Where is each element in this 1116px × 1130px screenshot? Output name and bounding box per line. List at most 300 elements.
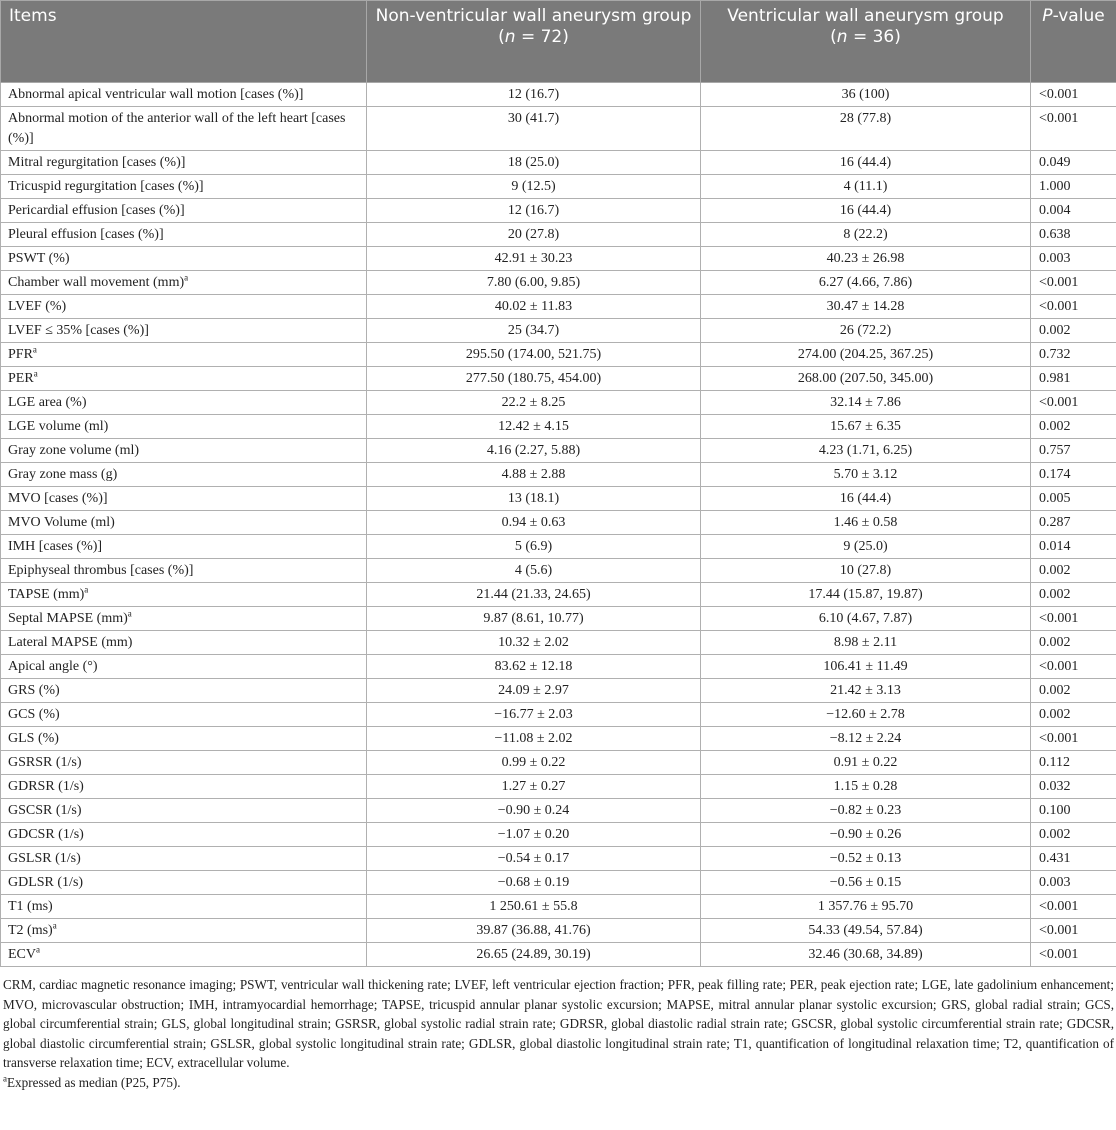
non-aneurysm-value	[367, 295, 701, 319]
p-value	[1031, 775, 1116, 799]
aneurysm-value	[701, 775, 1031, 799]
item-cell-text: Abnormal motion of the anterior wall of the left heart [cases (%)]	[8, 111, 346, 146]
non-aneurysm-value	[367, 107, 701, 151]
aneurysm-value-text: 54.33 (49.54, 57.84)	[808, 923, 923, 938]
table-row	[1, 151, 1116, 175]
non-aneurysm-value-text: −0.68 ± 0.19	[497, 875, 570, 890]
header-aneurysm-group	[701, 1, 1031, 83]
group2-name: Ventricular wall aneurysm group	[727, 6, 1004, 26]
non-aneurysm-value	[367, 703, 701, 727]
item-cell-text: TAPSE (mm)	[8, 587, 85, 602]
p-value	[1031, 655, 1116, 679]
table-row	[1, 919, 1116, 943]
non-aneurysm-value-text: 295.50 (174.00, 521.75)	[465, 347, 602, 362]
aneurysm-value-text: −8.12 ± 2.24	[829, 731, 902, 746]
non-aneurysm-value	[367, 943, 701, 967]
p-value	[1031, 679, 1116, 703]
non-aneurysm-value	[367, 391, 701, 415]
p-value	[1031, 703, 1116, 727]
p-value-text: 1.000	[1039, 179, 1071, 194]
p-value	[1031, 367, 1116, 391]
item-cell	[1, 439, 367, 463]
item-cell	[1, 943, 367, 967]
header-p-value	[1031, 1, 1116, 83]
non-aneurysm-value-text: 5 (6.9)	[514, 539, 553, 554]
group2-n-rest: = 36)	[847, 27, 901, 47]
item-cell	[1, 391, 367, 415]
item-cell-text: Gray zone mass (g)	[8, 467, 118, 482]
footnote-marker: a	[52, 920, 57, 931]
aneurysm-value-text: 8 (22.2)	[843, 227, 888, 242]
aneurysm-value-text: 30.47 ± 14.28	[826, 299, 905, 314]
table-row	[1, 487, 1116, 511]
non-aneurysm-value	[367, 439, 701, 463]
aneurysm-value-text: 6.10 (4.67, 7.87)	[818, 611, 913, 626]
p-value-text: <0.001	[1039, 275, 1079, 290]
non-aneurysm-value-text: 39.87 (36.88, 41.76)	[476, 923, 591, 938]
p-value	[1031, 919, 1116, 943]
table-row	[1, 631, 1116, 655]
table-row	[1, 199, 1116, 223]
table-row	[1, 463, 1116, 487]
item-cell-text: IMH [cases (%)]	[8, 539, 103, 554]
aneurysm-value	[701, 583, 1031, 607]
aneurysm-value-text: 9 (25.0)	[843, 539, 888, 554]
p-value	[1031, 319, 1116, 343]
aneurysm-value	[701, 679, 1031, 703]
aneurysm-value	[701, 247, 1031, 271]
p-value-text: <0.001	[1039, 111, 1079, 126]
aneurysm-value	[701, 655, 1031, 679]
item-cell-text: LVEF ≤ 35% [cases (%)]	[8, 323, 149, 338]
item-cell	[1, 895, 367, 919]
table-row	[1, 823, 1116, 847]
aneurysm-value-text: 1.15 ± 0.28	[833, 779, 898, 794]
p-value-text: <0.001	[1039, 731, 1079, 746]
aneurysm-value-text: 16 (44.4)	[839, 491, 892, 506]
table-row	[1, 535, 1116, 559]
aneurysm-value-text: 32.46 (30.68, 34.89)	[808, 947, 923, 962]
p-value-text: 0.002	[1039, 827, 1071, 842]
item-cell	[1, 271, 367, 295]
item-cell-text: Lateral MAPSE (mm)	[8, 635, 133, 650]
note-text: Expressed as median (P25, P75).	[7, 1074, 181, 1090]
group1-n-var: n	[504, 27, 516, 47]
non-aneurysm-value-text: −1.07 ± 0.20	[497, 827, 570, 842]
item-cell	[1, 367, 367, 391]
aneurysm-value-text: 106.41 ± 11.49	[823, 659, 908, 674]
p-value-text: 0.431	[1039, 851, 1071, 866]
aneurysm-value-text: 16 (44.4)	[839, 155, 892, 170]
header-non-aneurysm-group	[367, 1, 701, 83]
non-aneurysm-value-text: −0.90 ± 0.24	[497, 803, 570, 818]
p-value	[1031, 439, 1116, 463]
item-cell	[1, 655, 367, 679]
item-cell-text: GRS (%)	[8, 683, 60, 698]
group2-n-prefix: (	[830, 27, 837, 47]
p-value	[1031, 751, 1116, 775]
item-cell-text: GLS (%)	[8, 731, 59, 746]
footnote-marker: a	[36, 944, 40, 955]
non-aneurysm-value	[367, 511, 701, 535]
item-cell	[1, 919, 367, 943]
p-value-text: <0.001	[1039, 395, 1079, 410]
p-value-text: <0.001	[1039, 899, 1079, 914]
aneurysm-value	[701, 919, 1031, 943]
non-aneurysm-value-text: −11.08 ± 2.02	[494, 731, 573, 746]
footnote-marker: a	[84, 584, 89, 595]
aneurysm-value	[701, 799, 1031, 823]
item-cell	[1, 535, 367, 559]
aneurysm-value	[701, 463, 1031, 487]
item-cell-text: PER	[8, 371, 34, 386]
p-value	[1031, 823, 1116, 847]
non-aneurysm-value	[367, 151, 701, 175]
non-aneurysm-value-text: 277.50 (180.75, 454.00)	[465, 371, 602, 386]
table-row	[1, 83, 1116, 107]
aneurysm-value	[701, 391, 1031, 415]
item-cell-text: Chamber wall movement (mm)	[8, 275, 185, 290]
group1-n-rest: = 72)	[515, 27, 569, 47]
aneurysm-value	[701, 823, 1031, 847]
non-aneurysm-value	[367, 319, 701, 343]
aneurysm-value-text: −12.60 ± 2.78	[826, 707, 905, 722]
aneurysm-value-text: 8.98 ± 2.11	[833, 635, 898, 650]
aneurysm-value-text: −0.82 ± 0.23	[829, 803, 902, 818]
item-cell-text: Apical angle (°)	[8, 659, 98, 674]
table-footnotes	[0, 967, 1116, 1093]
non-aneurysm-value-text: 83.62 ± 12.18	[494, 659, 573, 674]
non-aneurysm-value	[367, 247, 701, 271]
table-row	[1, 439, 1116, 463]
table-row	[1, 415, 1116, 439]
non-aneurysm-value-text: 26.65 (24.89, 30.19)	[476, 947, 591, 962]
p-value	[1031, 247, 1116, 271]
table-row	[1, 391, 1116, 415]
table-row	[1, 343, 1116, 367]
p-value	[1031, 295, 1116, 319]
aneurysm-value-text: 274.00 (204.25, 367.25)	[797, 347, 934, 362]
aneurysm-value-text: 4.23 (1.71, 6.25)	[818, 443, 913, 458]
non-aneurysm-value-text: −0.54 ± 0.17	[497, 851, 570, 866]
item-cell-text: GCS (%)	[8, 707, 60, 722]
table-row	[1, 107, 1116, 151]
aneurysm-value	[701, 535, 1031, 559]
aneurysm-value-text: 4 (11.1)	[843, 179, 888, 194]
non-aneurysm-value	[367, 175, 701, 199]
item-cell	[1, 487, 367, 511]
aneurysm-value	[701, 319, 1031, 343]
p-value-text: 0.002	[1039, 683, 1071, 698]
table-row	[1, 511, 1116, 535]
aneurysm-value-text: 26 (72.2)	[839, 323, 892, 338]
p-value-text: <0.001	[1039, 299, 1079, 314]
non-aneurysm-value-text: 42.91 ± 30.23	[494, 251, 573, 266]
group2-n-var: n	[836, 27, 848, 47]
non-aneurysm-value-text: 10.32 ± 2.02	[498, 635, 569, 650]
aneurysm-value	[701, 727, 1031, 751]
aneurysm-value	[701, 487, 1031, 511]
p-value	[1031, 151, 1116, 175]
aneurysm-value-text: 17.44 (15.87, 19.87)	[808, 587, 923, 602]
non-aneurysm-value-text: 22.2 ± 8.25	[501, 395, 566, 410]
non-aneurysm-value-text: 30 (41.7)	[507, 111, 560, 126]
item-cell-text: GSRSR (1/s)	[8, 755, 82, 770]
item-cell	[1, 295, 367, 319]
aneurysm-value-text: 5.70 ± 3.12	[833, 467, 898, 482]
aneurysm-value	[701, 631, 1031, 655]
table-row	[1, 559, 1116, 583]
item-cell	[1, 679, 367, 703]
p-value	[1031, 511, 1116, 535]
item-cell	[1, 631, 367, 655]
item-cell	[1, 463, 367, 487]
non-aneurysm-value-text: 12 (16.7)	[507, 87, 560, 102]
item-cell-text: Pleural effusion [cases (%)]	[8, 227, 164, 242]
item-cell-text: T2 (ms)	[8, 923, 53, 938]
aneurysm-value-text: 0.91 ± 0.22	[833, 755, 898, 770]
aneurysm-value-text: 268.00 (207.50, 345.00)	[797, 371, 934, 386]
non-aneurysm-value-text: 18 (25.0)	[507, 155, 560, 170]
p-rest: -value	[1052, 6, 1105, 26]
item-cell-text: PFR	[8, 347, 33, 362]
p-value	[1031, 415, 1116, 439]
p-value	[1031, 847, 1116, 871]
table-row	[1, 583, 1116, 607]
p-value	[1031, 199, 1116, 223]
p-value	[1031, 799, 1116, 823]
p-value	[1031, 895, 1116, 919]
p-value	[1031, 343, 1116, 367]
table-row	[1, 295, 1116, 319]
non-aneurysm-value	[367, 847, 701, 871]
aneurysm-value	[701, 107, 1031, 151]
item-cell	[1, 823, 367, 847]
non-aneurysm-value-text: 9.87 (8.61, 10.77)	[483, 611, 584, 626]
item-cell-text: Abnormal apical ventricular wall motion [cases (%)]	[8, 87, 304, 102]
non-aneurysm-value-text: 1 250.61 ± 55.8	[489, 899, 578, 914]
note-marker: a	[3, 1073, 7, 1084]
aneurysm-value-text: 10 (27.8)	[839, 563, 892, 578]
item-cell	[1, 199, 367, 223]
p-value	[1031, 107, 1116, 151]
non-aneurysm-value-text: 40.02 ± 11.83	[494, 299, 573, 314]
table-row	[1, 319, 1116, 343]
non-aneurysm-value-text: 4.16 (2.27, 5.88)	[486, 443, 581, 458]
aneurysm-value	[701, 271, 1031, 295]
item-cell-text: Epiphyseal thrombus [cases (%)]	[8, 563, 194, 578]
p-value-text: 0.757	[1039, 443, 1071, 458]
item-cell-text: Mitral regurgitation [cases (%)]	[8, 155, 186, 170]
aneurysm-value	[701, 607, 1031, 631]
aneurysm-value-text: −0.56 ± 0.15	[829, 875, 902, 890]
aneurysm-value	[701, 559, 1031, 583]
aneurysm-value	[701, 151, 1031, 175]
item-cell	[1, 751, 367, 775]
p-value-text: 0.287	[1039, 515, 1071, 530]
p-value-text: 0.002	[1039, 419, 1071, 434]
aneurysm-value	[701, 415, 1031, 439]
p-var: P	[1042, 6, 1053, 26]
non-aneurysm-value	[367, 367, 701, 391]
non-aneurysm-value-text: 12.42 ± 4.15	[498, 419, 569, 434]
non-aneurysm-value	[367, 559, 701, 583]
aneurysm-value	[701, 343, 1031, 367]
aneurysm-value-text: −0.90 ± 0.26	[829, 827, 902, 842]
item-cell	[1, 247, 367, 271]
non-aneurysm-value	[367, 607, 701, 631]
item-cell	[1, 799, 367, 823]
p-value-text: 0.732	[1039, 347, 1071, 362]
group1-name: Non-ventricular wall aneurysm group	[375, 6, 692, 26]
item-cell-text: Pericardial effusion [cases (%)]	[8, 203, 185, 218]
aneurysm-value-text: 6.27 (4.66, 7.86)	[818, 275, 913, 290]
table-row	[1, 943, 1116, 967]
non-aneurysm-value-text: 4 (5.6)	[514, 563, 553, 578]
aneurysm-value	[701, 199, 1031, 223]
aneurysm-value	[701, 703, 1031, 727]
table-row	[1, 895, 1116, 919]
item-cell	[1, 415, 367, 439]
non-aneurysm-value-text: 21.44 (21.33, 24.65)	[476, 587, 591, 602]
p-value-text: 0.981	[1039, 371, 1071, 386]
table-row	[1, 799, 1116, 823]
p-value	[1031, 559, 1116, 583]
non-aneurysm-value-text: 7.80 (6.00, 9.85)	[486, 275, 581, 290]
table-row	[1, 727, 1116, 751]
item-cell	[1, 559, 367, 583]
non-aneurysm-value	[367, 679, 701, 703]
non-aneurysm-value-text: 0.94 ± 0.63	[501, 515, 566, 530]
item-cell	[1, 607, 367, 631]
table-row	[1, 223, 1116, 247]
non-aneurysm-value-text: 25 (34.7)	[507, 323, 560, 338]
item-cell-text: GDLSR (1/s)	[8, 875, 84, 890]
p-value-text: 0.049	[1039, 155, 1071, 170]
group1-n-prefix: (	[498, 27, 505, 47]
aneurysm-value-text: −0.52 ± 0.13	[829, 851, 902, 866]
item-cell	[1, 83, 367, 107]
non-aneurysm-value-text: 1.27 ± 0.27	[501, 779, 566, 794]
p-value	[1031, 535, 1116, 559]
p-value-text: 0.002	[1039, 707, 1071, 722]
p-value	[1031, 223, 1116, 247]
item-cell-text: ECV	[8, 947, 36, 962]
aneurysm-value-text: 28 (77.8)	[839, 111, 892, 126]
header-items: Items	[1, 1, 367, 83]
p-value-text: 0.002	[1039, 635, 1071, 650]
item-cell-text: T1 (ms)	[8, 899, 53, 914]
item-cell	[1, 703, 367, 727]
p-value-text: 0.003	[1039, 251, 1071, 266]
table-row	[1, 655, 1116, 679]
non-aneurysm-value	[367, 487, 701, 511]
item-cell	[1, 511, 367, 535]
item-cell-text: GSLSR (1/s)	[8, 851, 81, 866]
footnote-marker: a	[32, 344, 37, 355]
item-cell	[1, 847, 367, 871]
item-cell-text: Tricuspid regurgitation [cases (%)]	[8, 179, 204, 194]
item-cell	[1, 871, 367, 895]
item-cell-text: LVEF (%)	[8, 299, 67, 314]
p-value-text: 0.638	[1039, 227, 1071, 242]
aneurysm-value	[701, 83, 1031, 107]
p-value-text: 0.112	[1039, 755, 1070, 770]
item-cell	[1, 343, 367, 367]
p-value	[1031, 175, 1116, 199]
item-cell	[1, 775, 367, 799]
aneurysm-value-text: 1 357.76 ± 95.70	[817, 899, 914, 914]
aneurysm-value	[701, 439, 1031, 463]
footnote-marker: a	[184, 272, 189, 283]
non-aneurysm-value	[367, 223, 701, 247]
non-aneurysm-value	[367, 751, 701, 775]
p-value	[1031, 487, 1116, 511]
table-row	[1, 751, 1116, 775]
non-aneurysm-value-text: 0.99 ± 0.22	[501, 755, 566, 770]
non-aneurysm-value-text: 20 (27.8)	[507, 227, 560, 242]
non-aneurysm-value	[367, 895, 701, 919]
item-cell	[1, 319, 367, 343]
non-aneurysm-value	[367, 271, 701, 295]
table-row	[1, 679, 1116, 703]
table-row	[1, 271, 1116, 295]
p-value-text: 0.003	[1039, 875, 1071, 890]
aneurysm-value	[701, 871, 1031, 895]
item-cell-text: LGE volume (ml)	[8, 419, 109, 434]
item-cell-text: GDCSR (1/s)	[8, 827, 84, 842]
table-row	[1, 607, 1116, 631]
aneurysm-value	[701, 175, 1031, 199]
aneurysm-value	[701, 847, 1031, 871]
item-cell-text: LGE area (%)	[8, 395, 87, 410]
aneurysm-value	[701, 511, 1031, 535]
table-row	[1, 775, 1116, 799]
item-cell	[1, 727, 367, 751]
aneurysm-value	[701, 895, 1031, 919]
non-aneurysm-value	[367, 415, 701, 439]
p-value-text: 0.100	[1039, 803, 1071, 818]
item-cell-text: Septal MAPSE (mm)	[8, 611, 128, 626]
non-aneurysm-value-text: 12 (16.7)	[507, 203, 560, 218]
non-aneurysm-value	[367, 799, 701, 823]
aneurysm-value	[701, 367, 1031, 391]
p-value	[1031, 463, 1116, 487]
non-aneurysm-value	[367, 655, 701, 679]
aneurysm-value-text: 36 (100)	[841, 87, 890, 102]
p-value	[1031, 871, 1116, 895]
p-value-text: 0.005	[1039, 491, 1071, 506]
p-value-text: 0.032	[1039, 779, 1071, 794]
table-body	[1, 83, 1116, 967]
item-cell-text: MVO [cases (%)]	[8, 491, 108, 506]
p-value	[1031, 583, 1116, 607]
aneurysm-value-text: 16 (44.4)	[839, 203, 892, 218]
item-cell	[1, 175, 367, 199]
non-aneurysm-value	[367, 919, 701, 943]
item-cell-text: GDRSR (1/s)	[8, 779, 84, 794]
item-cell	[1, 107, 367, 151]
non-aneurysm-value	[367, 727, 701, 751]
p-value-text: <0.001	[1039, 87, 1079, 102]
aneurysm-value-text: 1.46 ± 0.58	[833, 515, 898, 530]
non-aneurysm-value	[367, 83, 701, 107]
table-row	[1, 703, 1116, 727]
header-row	[1, 1, 1116, 83]
p-value	[1031, 83, 1116, 107]
median-note	[3, 1073, 1114, 1093]
aneurysm-value	[701, 295, 1031, 319]
